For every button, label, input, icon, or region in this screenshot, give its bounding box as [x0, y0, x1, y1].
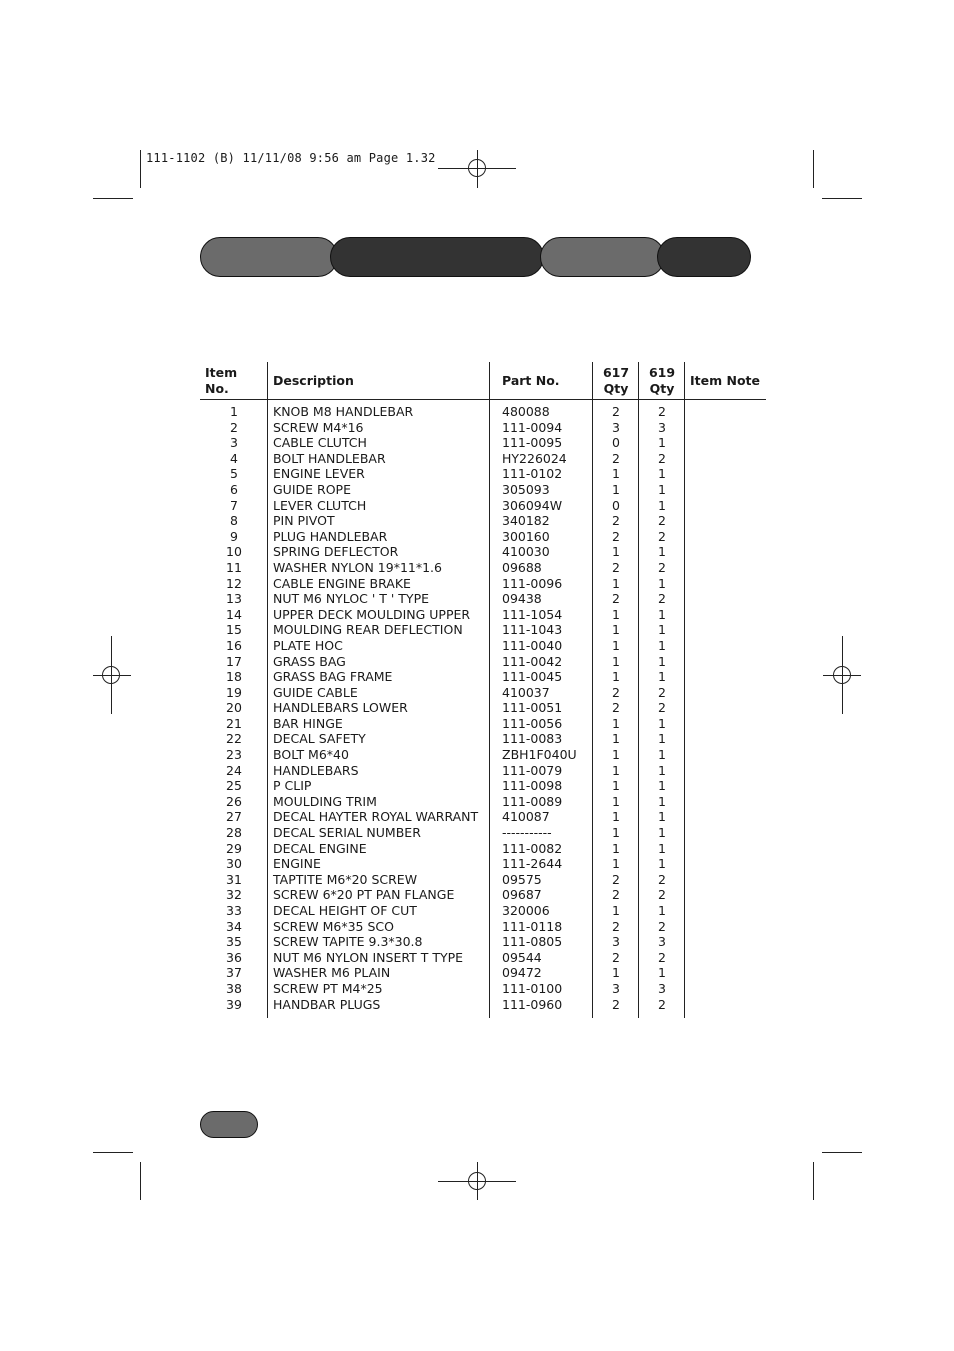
cell-item-note — [685, 747, 767, 763]
table-row — [200, 856, 766, 872]
cell-description: CABLE ENGINE BRAKE — [268, 576, 490, 592]
cell-qty-619: 2 — [639, 685, 685, 701]
cell-part-no: 111-0805 — [490, 934, 593, 950]
cell-description: WASHER NYLON 19*11*1.6 — [268, 560, 490, 576]
table-row — [200, 482, 766, 498]
cell-description: TAPTITE M6*20 SCREW — [268, 872, 490, 888]
cell-part-no: 111-0118 — [490, 919, 593, 935]
cell-description: WASHER M6 PLAIN — [268, 965, 490, 981]
cell-part-no: 09472 — [490, 965, 593, 981]
cell-item-no: 11 — [200, 560, 268, 576]
table-row — [200, 498, 766, 514]
table-row — [200, 825, 766, 841]
table-row — [200, 903, 766, 919]
cell-description: SPRING DEFLECTOR — [268, 544, 490, 560]
cell-item-no: 22 — [200, 731, 268, 747]
cell-description: HANDBAR PLUGS — [268, 997, 490, 1019]
header-qty-617 — [593, 362, 639, 400]
table-row — [200, 981, 766, 997]
table-row — [200, 747, 766, 763]
cell-part-no: 111-2644 — [490, 856, 593, 872]
cell-part-no: 111-0094 — [490, 420, 593, 436]
cell-description: GUIDE CABLE — [268, 685, 490, 701]
cell-item-no: 33 — [200, 903, 268, 919]
cell-part-no: 480088 — [490, 400, 593, 420]
cell-part-no: 09575 — [490, 872, 593, 888]
cell-description: SCREW PT M4*25 — [268, 981, 490, 997]
table-header-row — [200, 362, 766, 400]
cell-qty-619: 2 — [639, 529, 685, 545]
cell-item-note — [685, 950, 767, 966]
cell-part-no: 111-0079 — [490, 763, 593, 779]
cell-description: MOULDING REAR DEFLECTION — [268, 622, 490, 638]
cell-description: GUIDE ROPE — [268, 482, 490, 498]
cell-description: ENGINE — [268, 856, 490, 872]
cell-qty-619: 1 — [639, 903, 685, 919]
cell-qty-617: 2 — [593, 513, 639, 529]
cell-item-note — [685, 887, 767, 903]
cell-qty-617: 2 — [593, 560, 639, 576]
cell-part-no: 09544 — [490, 950, 593, 966]
cell-description: BAR HINGE — [268, 716, 490, 732]
cell-qty-617: 1 — [593, 965, 639, 981]
cell-item-note — [685, 622, 767, 638]
table-row — [200, 591, 766, 607]
cell-item-note — [685, 794, 767, 810]
cell-item-no: 29 — [200, 841, 268, 857]
cell-description: DECAL SERIAL NUMBER — [268, 825, 490, 841]
cell-qty-619: 1 — [639, 841, 685, 857]
cell-qty-619: 3 — [639, 981, 685, 997]
cell-description: DECAL HAYTER ROYAL WARRANT — [268, 809, 490, 825]
cell-description: HANDLEBARS — [268, 763, 490, 779]
cell-part-no: 111-0095 — [490, 435, 593, 451]
table-row — [200, 451, 766, 467]
cell-item-note — [685, 466, 767, 482]
cell-qty-619: 2 — [639, 400, 685, 420]
cell-description: PLATE HOC — [268, 638, 490, 654]
cell-qty-617: 0 — [593, 498, 639, 514]
table-row — [200, 400, 766, 420]
cell-qty-619: 1 — [639, 435, 685, 451]
cell-item-no: 9 — [200, 529, 268, 545]
cell-qty-617: 1 — [593, 809, 639, 825]
cell-part-no: HY226024 — [490, 451, 593, 467]
header-item-note: Item Note — [685, 362, 767, 400]
table-row — [200, 763, 766, 779]
cell-item-no: 13 — [200, 591, 268, 607]
table-row — [200, 685, 766, 701]
cell-qty-617: 0 — [593, 435, 639, 451]
cell-qty-619: 2 — [639, 887, 685, 903]
cell-item-no: 3 — [200, 435, 268, 451]
cell-part-no: 111-0100 — [490, 981, 593, 997]
header-qty-619-model: 619 — [648, 364, 676, 380]
cell-description: BOLT HANDLEBAR — [268, 451, 490, 467]
cell-item-note — [685, 654, 767, 670]
cell-item-no: 35 — [200, 934, 268, 950]
table-row — [200, 576, 766, 592]
cell-description: SCREW 6*20 PT PAN FLANGE — [268, 887, 490, 903]
cell-qty-619: 1 — [639, 622, 685, 638]
cell-description: DECAL ENGINE — [268, 841, 490, 857]
cell-qty-617: 3 — [593, 420, 639, 436]
cell-description: LEVER CLUTCH — [268, 498, 490, 514]
cell-qty-619: 2 — [639, 872, 685, 888]
cell-qty-619: 2 — [639, 997, 685, 1019]
cell-item-note — [685, 856, 767, 872]
cell-item-no: 15 — [200, 622, 268, 638]
cell-item-note — [685, 919, 767, 935]
table-row — [200, 420, 766, 436]
cell-item-no: 12 — [200, 576, 268, 592]
cell-qty-619: 1 — [639, 747, 685, 763]
cell-item-note — [685, 731, 767, 747]
table-row — [200, 638, 766, 654]
cell-description: PLUG HANDLEBAR — [268, 529, 490, 545]
table-row — [200, 716, 766, 732]
header-part-no: Part No. — [490, 362, 593, 400]
cell-item-no: 34 — [200, 919, 268, 935]
cell-item-no: 27 — [200, 809, 268, 825]
header-qty-619 — [639, 362, 685, 400]
cell-item-note — [685, 482, 767, 498]
cell-part-no: 111-0040 — [490, 638, 593, 654]
cell-item-no: 1 — [200, 400, 268, 420]
cell-qty-619: 3 — [639, 934, 685, 950]
cell-qty-617: 1 — [593, 482, 639, 498]
table-row — [200, 950, 766, 966]
cell-qty-619: 1 — [639, 794, 685, 810]
cell-item-no: 25 — [200, 778, 268, 794]
cell-item-no: 8 — [200, 513, 268, 529]
cell-qty-619: 1 — [639, 825, 685, 841]
table-row — [200, 919, 766, 935]
cell-item-note — [685, 513, 767, 529]
cell-description: CABLE CLUTCH — [268, 435, 490, 451]
cell-qty-617: 1 — [593, 716, 639, 732]
table-row — [200, 669, 766, 685]
cell-item-note — [685, 763, 767, 779]
cell-item-no: 30 — [200, 856, 268, 872]
cell-qty-617: 1 — [593, 638, 639, 654]
cell-qty-617: 2 — [593, 685, 639, 701]
cell-qty-619: 1 — [639, 638, 685, 654]
parts-list-body — [200, 400, 766, 1019]
cell-description: GRASS BAG — [268, 654, 490, 670]
table-row — [200, 529, 766, 545]
cell-description: SCREW M6*35 SCO — [268, 919, 490, 935]
cell-item-note — [685, 420, 767, 436]
cell-part-no: 410087 — [490, 809, 593, 825]
table-row — [200, 794, 766, 810]
table-row — [200, 887, 766, 903]
cell-part-no: 111-0960 — [490, 997, 593, 1019]
cell-item-no: 14 — [200, 607, 268, 623]
cell-item-no: 5 — [200, 466, 268, 482]
cell-qty-617: 1 — [593, 607, 639, 623]
cell-qty-617: 1 — [593, 763, 639, 779]
cell-qty-617: 1 — [593, 825, 639, 841]
cell-item-note — [685, 700, 767, 716]
cell-item-note — [685, 841, 767, 857]
cell-qty-617: 2 — [593, 919, 639, 935]
table-row — [200, 872, 766, 888]
cell-qty-619: 1 — [639, 669, 685, 685]
cell-part-no: 111-0098 — [490, 778, 593, 794]
cell-qty-619: 1 — [639, 716, 685, 732]
cell-item-note — [685, 544, 767, 560]
table-row — [200, 435, 766, 451]
parts-list-table — [200, 362, 766, 1018]
table-row — [200, 778, 766, 794]
cell-part-no: 111-0056 — [490, 716, 593, 732]
cell-part-no: 111-0045 — [490, 669, 593, 685]
cell-qty-617: 1 — [593, 731, 639, 747]
header-tab-1 — [200, 237, 338, 277]
cell-qty-619: 1 — [639, 778, 685, 794]
cell-qty-619: 2 — [639, 700, 685, 716]
cell-item-no: 4 — [200, 451, 268, 467]
cell-qty-617: 1 — [593, 654, 639, 670]
table-row — [200, 965, 766, 981]
cell-part-no: 09438 — [490, 591, 593, 607]
cell-part-no: 410030 — [490, 544, 593, 560]
header-tab-4 — [657, 237, 751, 277]
cell-qty-619: 1 — [639, 607, 685, 623]
cell-item-note — [685, 607, 767, 623]
cell-part-no: 111-0102 — [490, 466, 593, 482]
cell-description: DECAL HEIGHT OF CUT — [268, 903, 490, 919]
cell-qty-619: 2 — [639, 513, 685, 529]
cell-item-note — [685, 981, 767, 997]
cell-qty-619: 3 — [639, 420, 685, 436]
cell-qty-617: 3 — [593, 934, 639, 950]
cell-item-no: 6 — [200, 482, 268, 498]
cell-part-no: 300160 — [490, 529, 593, 545]
table-row — [200, 560, 766, 576]
cell-description: DECAL SAFETY — [268, 731, 490, 747]
cell-qty-619: 1 — [639, 809, 685, 825]
cell-item-note — [685, 451, 767, 467]
cell-qty-617: 2 — [593, 451, 639, 467]
table-row — [200, 654, 766, 670]
cell-qty-617: 1 — [593, 778, 639, 794]
header-description: Description — [268, 362, 490, 400]
cell-part-no: 111-0083 — [490, 731, 593, 747]
cell-item-no: 7 — [200, 498, 268, 514]
table-row — [200, 809, 766, 825]
cell-item-no: 19 — [200, 685, 268, 701]
cell-description: KNOB M8 HANDLEBAR — [268, 400, 490, 420]
cell-qty-617: 1 — [593, 794, 639, 810]
cell-item-note — [685, 435, 767, 451]
cell-description: NUT M6 NYLON INSERT T TYPE — [268, 950, 490, 966]
cell-item-no: 28 — [200, 825, 268, 841]
cell-item-note — [685, 809, 767, 825]
cell-qty-617: 1 — [593, 747, 639, 763]
cell-part-no: 320006 — [490, 903, 593, 919]
cell-part-no: ----------- — [490, 825, 593, 841]
cell-item-no: 26 — [200, 794, 268, 810]
cell-qty-617: 2 — [593, 400, 639, 420]
cell-qty-617: 1 — [593, 841, 639, 857]
cell-qty-619: 1 — [639, 965, 685, 981]
cell-qty-617: 1 — [593, 856, 639, 872]
cell-part-no: 111-0082 — [490, 841, 593, 857]
cell-item-no: 17 — [200, 654, 268, 670]
cell-item-note — [685, 669, 767, 685]
cell-item-note — [685, 872, 767, 888]
cell-qty-617: 2 — [593, 950, 639, 966]
cell-part-no: 111-1054 — [490, 607, 593, 623]
header-tab-3 — [540, 237, 665, 277]
header-tab-2 — [330, 237, 544, 277]
cell-item-note — [685, 825, 767, 841]
cell-qty-617: 2 — [593, 529, 639, 545]
cell-part-no: 306094W — [490, 498, 593, 514]
cell-qty-617: 1 — [593, 544, 639, 560]
table-row — [200, 700, 766, 716]
cell-item-note — [685, 576, 767, 592]
cell-qty-617: 2 — [593, 997, 639, 1019]
cell-qty-619: 2 — [639, 560, 685, 576]
cell-item-no: 31 — [200, 872, 268, 888]
cell-qty-619: 1 — [639, 498, 685, 514]
cell-item-note — [685, 400, 767, 420]
cell-description: SCREW TAPITE 9.3*30.8 — [268, 934, 490, 950]
table-row — [200, 731, 766, 747]
cell-item-no: 23 — [200, 747, 268, 763]
cell-qty-619: 1 — [639, 731, 685, 747]
cell-part-no: 410037 — [490, 685, 593, 701]
cell-qty-619: 2 — [639, 950, 685, 966]
cell-qty-619: 2 — [639, 919, 685, 935]
cell-item-note — [685, 934, 767, 950]
cell-item-no: 2 — [200, 420, 268, 436]
table-row — [200, 513, 766, 529]
cell-description: BOLT M6*40 — [268, 747, 490, 763]
cell-item-note — [685, 997, 767, 1019]
table-row — [200, 934, 766, 950]
cell-description: SCREW M4*16 — [268, 420, 490, 436]
cell-item-no: 32 — [200, 887, 268, 903]
cell-qty-617: 1 — [593, 669, 639, 685]
cell-qty-617: 1 — [593, 466, 639, 482]
cell-part-no: 09687 — [490, 887, 593, 903]
cell-part-no: 111-0042 — [490, 654, 593, 670]
cell-item-note — [685, 498, 767, 514]
cell-item-no: 21 — [200, 716, 268, 732]
cell-item-note — [685, 685, 767, 701]
table-row — [200, 997, 766, 1019]
cell-item-note — [685, 560, 767, 576]
cell-item-note — [685, 903, 767, 919]
cell-item-no: 20 — [200, 700, 268, 716]
cell-item-note — [685, 778, 767, 794]
cell-description: NUT M6 NYLOC ' T ' TYPE — [268, 591, 490, 607]
cell-qty-619: 2 — [639, 591, 685, 607]
table-row — [200, 544, 766, 560]
printer-slug: 111-1102 (B) 11/11/08 9:56 am Page 1.32 — [146, 151, 436, 165]
cell-qty-617: 1 — [593, 903, 639, 919]
cell-item-no: 36 — [200, 950, 268, 966]
cell-qty-617: 2 — [593, 887, 639, 903]
table-row — [200, 466, 766, 482]
page-number-tab — [200, 1111, 258, 1138]
cell-description: P CLIP — [268, 778, 490, 794]
cell-qty-619: 1 — [639, 576, 685, 592]
cell-item-no: 39 — [200, 997, 268, 1019]
cell-qty-619: 1 — [639, 654, 685, 670]
cell-qty-619: 1 — [639, 482, 685, 498]
cell-item-no: 24 — [200, 763, 268, 779]
cell-item-no: 18 — [200, 669, 268, 685]
cell-part-no: 111-0089 — [490, 794, 593, 810]
table-row — [200, 607, 766, 623]
cell-description: GRASS BAG FRAME — [268, 669, 490, 685]
table-row — [200, 622, 766, 638]
cell-part-no: 111-0096 — [490, 576, 593, 592]
cell-description: HANDLEBARS LOWER — [268, 700, 490, 716]
cell-qty-619: 1 — [639, 763, 685, 779]
cell-part-no: 305093 — [490, 482, 593, 498]
cell-description: UPPER DECK MOULDING UPPER — [268, 607, 490, 623]
cell-description: MOULDING TRIM — [268, 794, 490, 810]
cell-description: PIN PIVOT — [268, 513, 490, 529]
cell-qty-617: 1 — [593, 576, 639, 592]
header-qty-617-unit: Qty — [603, 380, 629, 396]
cell-item-no: 38 — [200, 981, 268, 997]
header-qty-619-unit: Qty — [649, 380, 675, 396]
header-item-no: Item No. — [200, 362, 268, 400]
cell-item-note — [685, 638, 767, 654]
cell-qty-617: 3 — [593, 981, 639, 997]
table-row — [200, 841, 766, 857]
cell-qty-617: 2 — [593, 591, 639, 607]
cell-item-no: 16 — [200, 638, 268, 654]
cell-qty-619: 1 — [639, 544, 685, 560]
cell-qty-619: 1 — [639, 466, 685, 482]
cell-part-no: 09688 — [490, 560, 593, 576]
cell-qty-617: 2 — [593, 700, 639, 716]
cell-description: ENGINE LEVER — [268, 466, 490, 482]
cell-item-note — [685, 965, 767, 981]
cell-item-note — [685, 716, 767, 732]
cell-part-no: 111-1043 — [490, 622, 593, 638]
cell-item-note — [685, 529, 767, 545]
cell-item-no: 37 — [200, 965, 268, 981]
cell-qty-617: 2 — [593, 872, 639, 888]
cell-part-no: 111-0051 — [490, 700, 593, 716]
cell-item-note — [685, 591, 767, 607]
cell-qty-619: 2 — [639, 451, 685, 467]
cell-qty-619: 1 — [639, 856, 685, 872]
header-qty-617-model: 617 — [602, 364, 630, 380]
cell-part-no: 340182 — [490, 513, 593, 529]
cell-qty-617: 1 — [593, 622, 639, 638]
cell-part-no: ZBH1F040U — [490, 747, 593, 763]
cell-item-no: 10 — [200, 544, 268, 560]
